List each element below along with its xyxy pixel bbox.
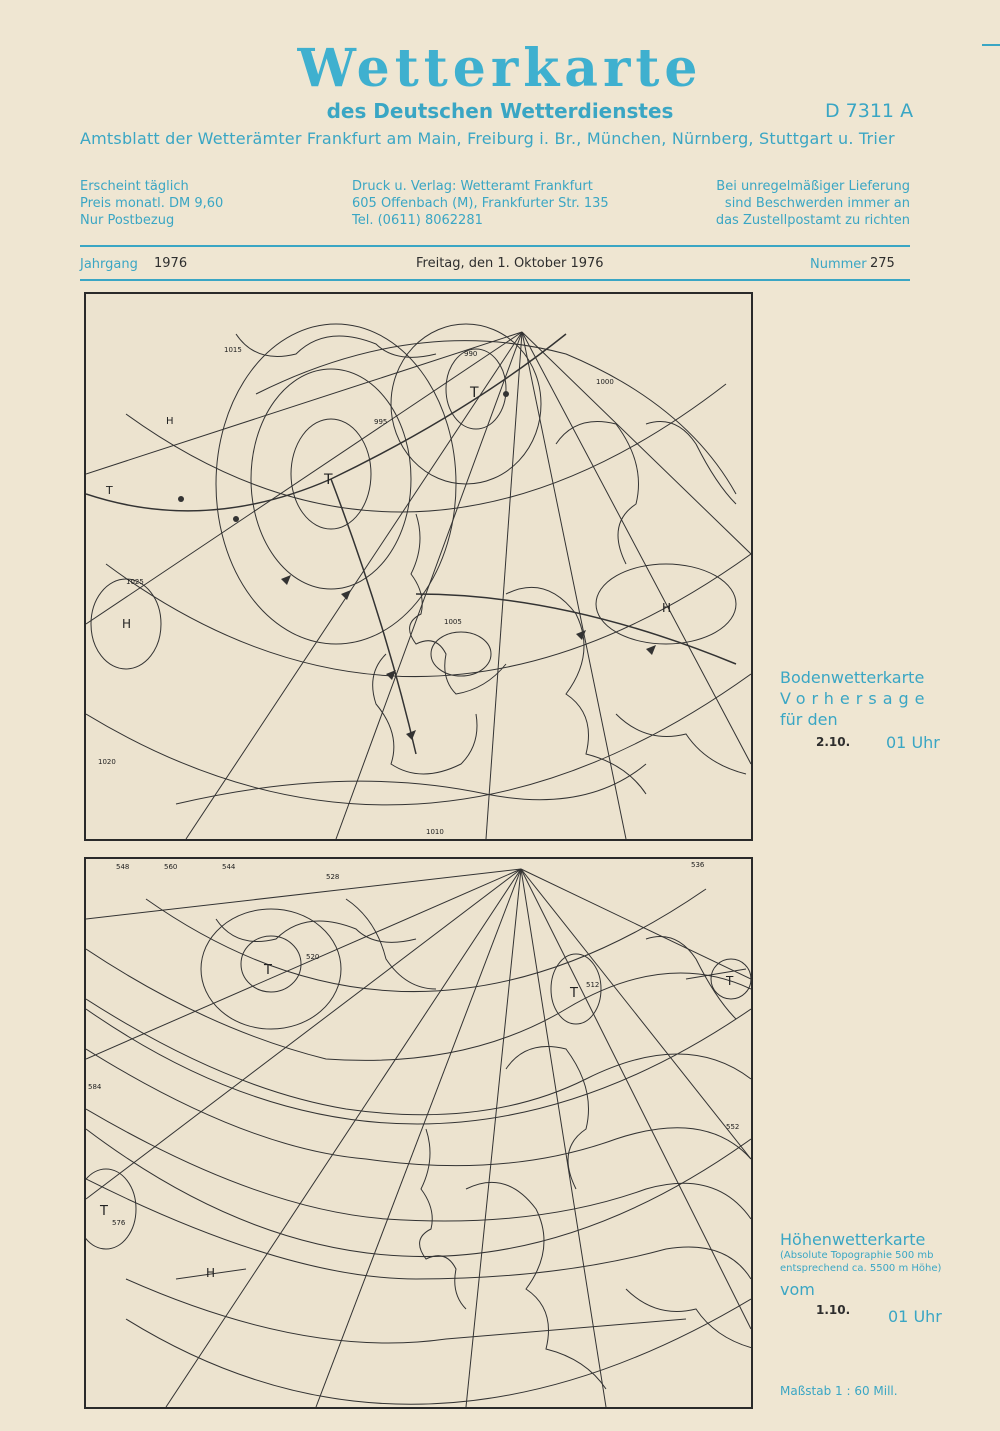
delivery-info [705, 178, 910, 229]
info-line: Preis monatl. DM 9,60 [80, 196, 224, 211]
info-line: das Zustellpostamt zu richten [715, 213, 910, 228]
page-subtitle: des Deutschen Wetterdienstes [326, 99, 674, 123]
note-line: (Absolute Topographie 500 mb [780, 1250, 934, 1261]
contour-label: 548 [116, 863, 130, 871]
low-pressure-label: T [470, 385, 479, 401]
isobar-label: 1025 [126, 578, 144, 586]
contour-label: 552 [726, 1123, 740, 1131]
contour-label: 576 [112, 1219, 126, 1227]
nummer-value: 275 [870, 256, 895, 271]
issue-date: Freitag, den 1. Oktober 1976 [416, 256, 604, 271]
caption-title: Bodenwetterkarte [780, 668, 925, 687]
contour-label: 544 [222, 863, 236, 871]
low-pressure-label: T [726, 974, 734, 988]
info-line: Druck u. Verlag: Wetteramt Frankfurt [352, 179, 593, 194]
upper-map-date: 1.10. [816, 1303, 851, 1317]
info-line: Bei unregelmäßiger Lieferung [716, 179, 910, 194]
contour-label: 536 [691, 861, 705, 869]
note-line: entsprechend ca. 5500 m Höhe) [780, 1263, 942, 1274]
upper-map-time: 01 Uhr [888, 1307, 942, 1326]
info-line: Nur Postbezug [80, 213, 175, 228]
contour-label: 584 [88, 1083, 102, 1091]
isobar-label: 990 [464, 350, 478, 358]
high-pressure-label: H [166, 416, 174, 427]
contour-label: 512 [586, 981, 600, 989]
divider [80, 245, 910, 247]
contour-label: 520 [306, 953, 320, 961]
map-scale: Maßstab 1 : 60 Mill. [780, 1384, 898, 1398]
contour-label: 560 [164, 863, 178, 871]
caption-forecast: Vorhersage [780, 689, 931, 708]
info-line: Erscheint täglich [80, 179, 189, 194]
caption-for: für den [780, 710, 838, 729]
surface-weather-map [84, 292, 753, 841]
upper-air-map [84, 857, 753, 1409]
surface-map-time: 01 Uhr [886, 733, 940, 752]
high-pressure-label: H [662, 601, 672, 615]
low-pressure-label: T [100, 1204, 108, 1219]
isobar-label: 1020 [98, 758, 116, 766]
info-line: Tel. (0611) 8062281 [352, 213, 483, 228]
isobar-label: 995 [374, 418, 388, 426]
divider [80, 279, 910, 281]
info-line: 605 Offenbach (M), Frankfurter Str. 135 [352, 196, 609, 211]
upper-map-caption: Höhenwetterkarte [780, 1230, 926, 1249]
high-pressure-label: H [122, 617, 132, 631]
amtsblatt-line: Amtsblatt der Wetterämter Frankfurt am Main, Freiburg i. Br., München, Nürnberg, Stuttgart u. Trier [80, 129, 895, 148]
jahrgang-label: Jahrgang [80, 257, 138, 272]
surface-map-svg [86, 294, 751, 839]
contour-label: 528 [326, 873, 340, 881]
surface-map-date: 2.10. [816, 735, 851, 749]
isobar-label: 1015 [224, 346, 242, 354]
low-pressure-label: T [264, 963, 272, 978]
page-title: Wetterkarte [297, 38, 703, 99]
low-pressure-label: T [106, 484, 113, 497]
document-id: D 7311 A [825, 100, 914, 122]
isobar-label: 1010 [426, 828, 444, 836]
isobar-label: 1005 [444, 618, 462, 626]
upper-map-svg [86, 859, 751, 1407]
surface-map-caption [780, 667, 931, 730]
publication-info [80, 178, 223, 229]
jahrgang-value: 1976 [154, 256, 188, 271]
upper-map-note [780, 1249, 941, 1275]
upper-map-vom: vom [780, 1280, 815, 1299]
low-pressure-label: T [324, 472, 333, 488]
isobar-label: 1000 [596, 378, 614, 386]
high-pressure-label: H [206, 1266, 216, 1280]
nummer-label: Nummer [810, 257, 867, 272]
info-line: sind Beschwerden immer an [724, 196, 910, 211]
publisher-info [352, 178, 609, 229]
low-pressure-label: T [570, 986, 578, 1001]
